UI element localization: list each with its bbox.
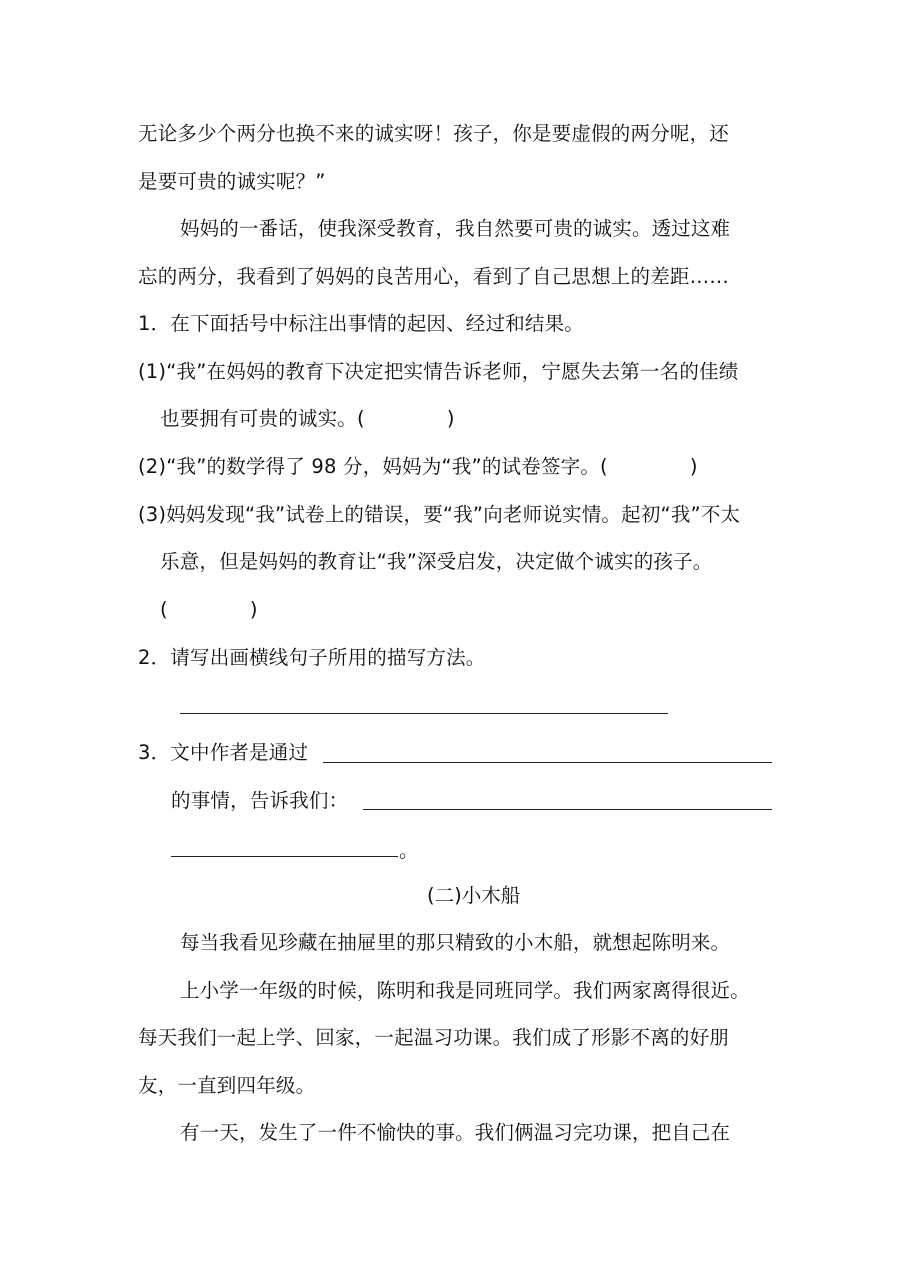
passage-two-line-3: 每天我们一起上学、回家，一起温习功课。我们成了形影不离的好朋 [138,1026,730,1049]
question-2-stem: 2．请写出画横线句子所用的描写方法。 [138,646,486,669]
question-3-answer-line-3[interactable] [171,856,398,857]
question-1-item-3-line-2: 乐意，但是妈妈的教育让“我”深受启发，决定做个诚实的孩子。 [160,550,713,573]
opening-parenthesis: ( [160,598,168,621]
question-1-item-3-answer [160,598,258,622]
question-1-item-2 [138,455,698,479]
question-3-answer-line-1[interactable] [323,762,772,763]
question-3-line-end: 。 [399,839,419,862]
passage-one-line-1: 无论多少个两分也换不来的诚实呀！孩子，你是要虚假的两分呢，还 [138,122,730,145]
passage-one-line-2: 是要可贵的诚实呢？” [138,170,326,193]
passage-one-line-4: 忘的两分，我看到了妈妈的良苦用心，看到了自己思想上的差距…… [138,265,730,288]
question-1-item-2-text: (2)“我”的数学得了 98 分，妈妈为“我”的试卷签字。( [138,455,608,478]
passage-two-line-4: 友，一直到四年级。 [138,1074,316,1097]
question-1-item-3-line-1: (3)妈妈发现“我”试卷上的错误，要“我”向老师说实情。起初“我”不太 [138,503,741,526]
passage-two-line-1: 每当我看见珍藏在抽屉里的那只精致的小木船，就想起陈明来。 [180,931,731,954]
closing-parenthesis: ) [689,455,698,478]
question-1-item-1-line-2 [160,407,455,431]
passage-two-line-5: 有一天，发生了一件不愉快的事。我们俩温习完功课，把自己在 [180,1121,731,1144]
question-1-item-1-line-1: (1)“我”在妈妈的教育下决定把实情告诉老师，宁愿失去第一名的佳绩 [138,360,739,383]
question-3-line-2-text: 的事情，告诉我们： [171,789,349,812]
passage-one-line-3: 妈妈的一番话，使我深受教育，我自然要可贵的诚实。透过这难 [180,217,731,240]
passage-two-title: (二)小木船 [427,884,521,907]
question-3-prefix: 3．文中作者是通过 [138,741,309,764]
closing-parenthesis: ) [446,407,455,430]
question-2-answer-line[interactable] [180,713,668,714]
passage-two-line-2: 上小学一年级的时候，陈明和我是同班同学。我们两家离得很近。 [180,979,750,1002]
question-3-answer-line-2[interactable] [363,809,772,810]
question-1-item-1-text: 也要拥有可贵的诚实。( [160,407,365,430]
question-1-stem: 1．在下面括号中标注出事情的起因、经过和结果。 [138,312,585,335]
closing-parenthesis: ) [249,598,258,621]
